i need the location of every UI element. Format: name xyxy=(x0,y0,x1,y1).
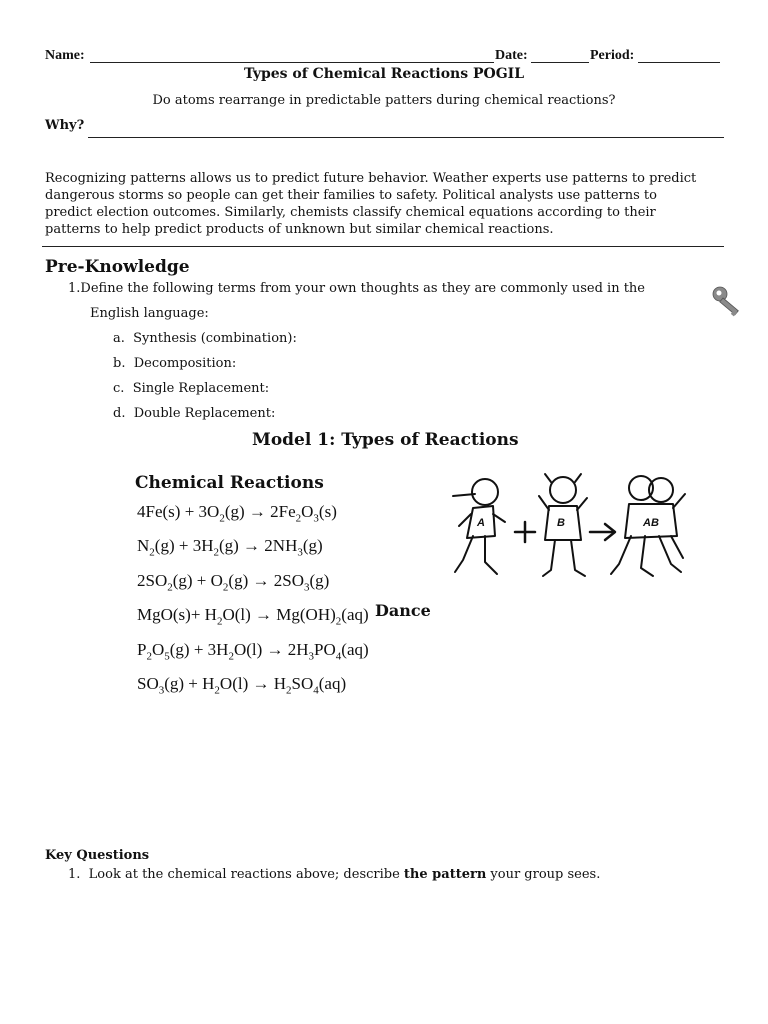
question-number: 1. xyxy=(68,867,81,882)
reaction-equation: $2SO_2(g) + O_2(g) \to 2SO_3(g)$ xyxy=(137,570,330,594)
reaction-equation: $SO_3(g) + H_2O(l) \to H_2SO_4(aq)$ xyxy=(137,673,347,697)
reaction-equation: $MgO(s)+ H_2O(l) \to Mg(OH)_2(aq)$ xyxy=(137,605,369,628)
date-blank[interactable] xyxy=(531,62,589,63)
term-text: Single Replacement: xyxy=(132,381,270,396)
question-emphasis: the pattern xyxy=(403,867,487,882)
why-answer-line[interactable] xyxy=(88,137,724,138)
period-blank[interactable] xyxy=(638,62,720,63)
intro-paragraph xyxy=(45,170,696,238)
page-title: Types of Chemical Reactions POGIL xyxy=(243,66,525,82)
dance-illustration xyxy=(445,470,690,585)
key-question-1 xyxy=(68,867,600,882)
pre-knowledge-question-cont: English language: xyxy=(90,306,209,321)
term-item xyxy=(113,406,275,421)
dancer-a-label: A xyxy=(477,517,485,529)
term-text: Decomposition: xyxy=(133,356,237,371)
key-questions-heading: Key Questions xyxy=(45,848,150,863)
dance-label: Dance xyxy=(375,601,431,620)
reaction-equation: $P_2O_5(g) + 3H_2O(l) \to 2H_3PO_4(aq)$ xyxy=(137,639,369,662)
date-label: Date: xyxy=(495,48,528,63)
term-item xyxy=(113,331,297,346)
period-label: Period: xyxy=(590,48,635,63)
term-item xyxy=(113,356,236,371)
term-text: Synthesis (combination): xyxy=(133,331,297,346)
name-blank[interactable] xyxy=(90,62,494,63)
reaction-list xyxy=(137,498,369,704)
term-letter: c. xyxy=(113,381,125,396)
question-text-end: your group sees. xyxy=(486,867,601,882)
term-letter: b. xyxy=(113,356,126,371)
term-letter: d. xyxy=(113,406,126,421)
key-icon xyxy=(710,284,746,320)
reaction-equation: $N_2(g) + 3H_2(g) \to 2NH_3(g)$ xyxy=(137,536,323,559)
section-divider xyxy=(42,246,724,247)
question-text: Look at the chemical reactions above; describe xyxy=(88,867,404,882)
name-label: Name: xyxy=(45,48,85,63)
term-item xyxy=(113,381,269,396)
intro-line: predict election outcomes. Similarly, chemists classify chemical equations according to their xyxy=(45,205,656,220)
intro-line: dangerous storms so people can get their families to safety. Political analysts use patterns to xyxy=(45,188,657,203)
pre-knowledge-heading: Pre-Knowledge xyxy=(45,257,190,277)
pre-knowledge-question: 1.Define the following terms from your own thoughts as they are commonly used in the xyxy=(68,281,645,296)
intro-line: patterns to help predict products of unknown but similar chemical reactions. xyxy=(45,222,554,237)
dancer-ab-label: AB xyxy=(643,517,659,529)
reaction-equation: $4Fe(s) + 3O_2(g) \to 2Fe_2O_3(s)$ xyxy=(137,502,337,525)
term-text: Double Replacement: xyxy=(133,406,276,421)
model-title: Model 1: Types of Reactions xyxy=(252,430,519,450)
intro-line: Recognizing patterns allows us to predict future behavior. Weather experts use patterns to predict xyxy=(45,171,697,186)
driving-question: Do atoms rearrange in predictable patters during chemical reactions? xyxy=(152,93,616,108)
why-label: Why? xyxy=(45,118,85,133)
dancer-b-label: B xyxy=(557,517,565,529)
term-letter: a. xyxy=(113,331,125,346)
chemical-reactions-heading: Chemical Reactions xyxy=(135,473,324,493)
